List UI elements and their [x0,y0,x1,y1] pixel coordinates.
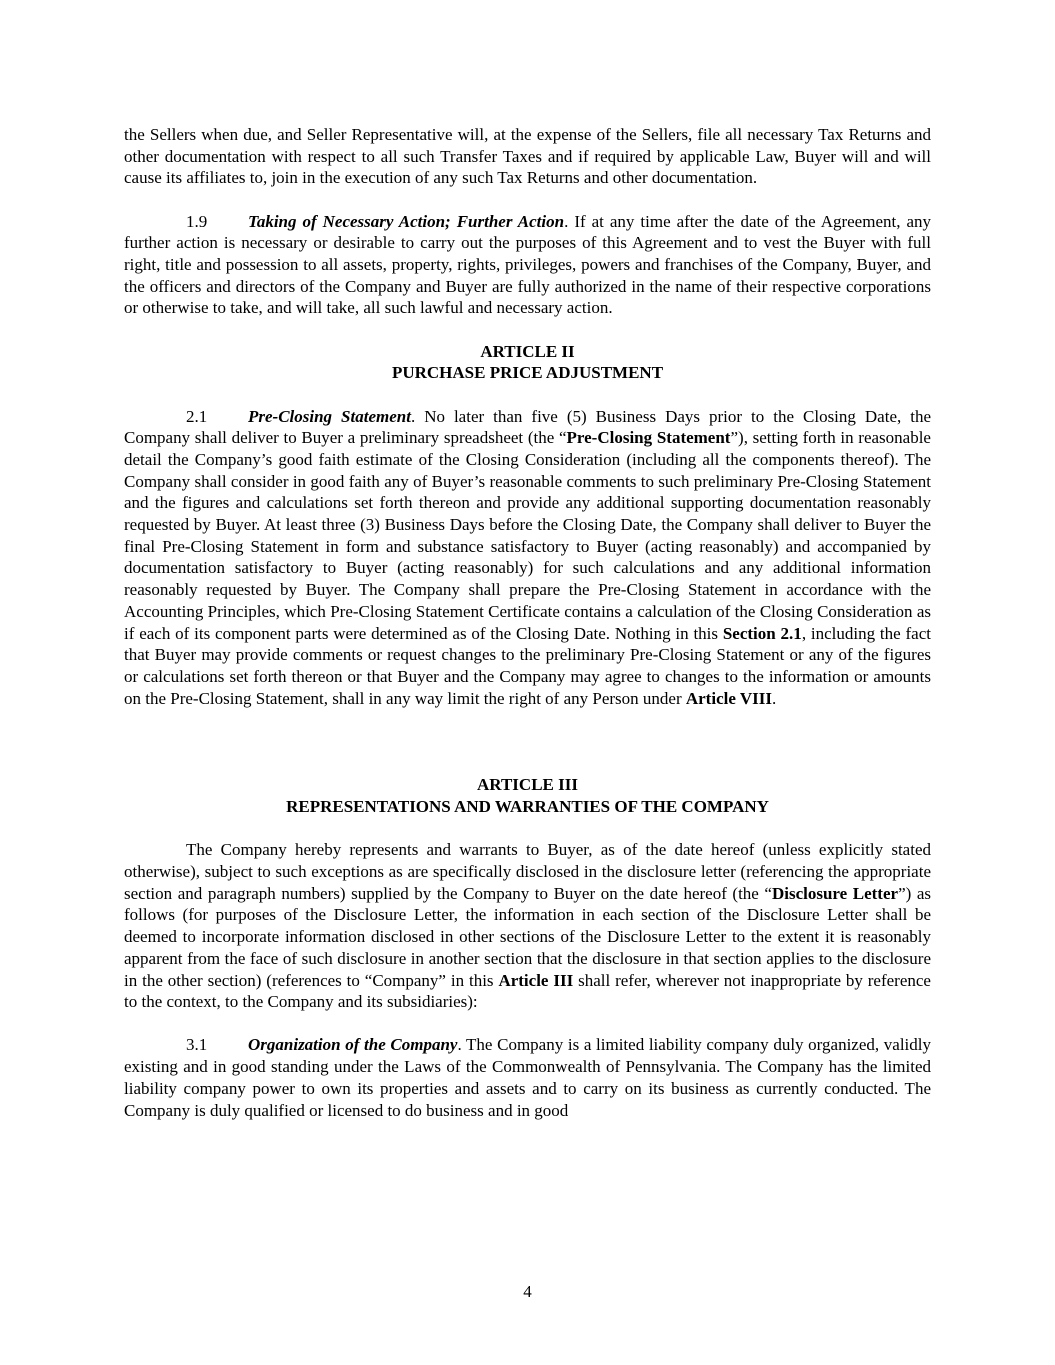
section-reference: Section 2.1 [722,623,802,643]
section-1-9-paragraph [124,211,931,320]
article-heading: ARTICLE II [480,341,575,361]
intro-text: The Company hereby represents and warrants to Buyer, as of the date hereof (unless explicitly stated otherwise), subject to such exceptions as are specifically disclosed in the disclosure letter (referencing the appropriate section and paragraph numbers) supplied by the Company to Buyer on the date hereof (the “ [124,840,931,903]
article-reference: Article III [498,970,574,990]
section-text: , including the fact that Buyer may provide comments or request changes to the preliminary Pre-Closing Statement or any of the figures or calculations set forth thereon or that Buyer and the Company may agree to changes to the information or amounts on the Pre-Closing Statement, shall in any way limit the right of any Person under [124,623,931,708]
section-2-1-paragraph [124,406,931,710]
section-text: . No later than five (5) Business Days prior to the Closing Date, the Company shall deliver to Buyer a preliminary spreadsheet (the “ [124,406,931,448]
section-number: 1.9 [186,211,208,231]
section-body: . The Company is a limited liability company duly organized, validly existing and in good standing under the Laws of the Commonwealth of Pennsylvania. The Company has the limited liability company power to own its properties and assets and to carry on its business as currently conducted. The Company is duly qualified or licensed to do business and in good [124,1035,931,1120]
article-2-heading-block [124,341,931,384]
article-subheading: REPRESENTATIONS AND WARRANTIES OF THE COMPANY [286,797,769,817]
section-text: . [771,688,777,708]
article-3-intro-paragraph [124,839,931,1013]
section-title: Organization of the Company [248,1035,458,1055]
page-number: 4 [523,1282,532,1301]
section-title: Taking of Necessary Action; Further Action [248,211,565,231]
defined-term: Disclosure Letter [771,883,899,903]
section-text: ”), setting forth in reasonable detail the Company’s good faith estimate of the Closing Consideration (including all the components thereof). The Company shall consider in good faith any of Buyer’s reasonable comments to such preliminary Pre-Closing Statement and the figures and calculations set forth thereon and provide any additional supporting documentation reasonably requested by Buyer. At least three (3) Business Days before the Closing Date, the Company shall deliver to Buyer the final Pre-Closing Statement in form and substance satisfactory to Buyer (acting reasonably) and accompanied by documentation satisfactory to Buyer (acting reasonably) for such calculations and any additional information reasonably requested by Buyer. The Company shall prepare the Pre-Closing Statement in accordance with the Accounting Principles, which Pre-Closing Statement Certificate contains a calculation of the Closing Consideration as if each of its component parts were determined as of the Closing Date. Nothing in this [124,428,931,643]
article-reference: Article VIII [685,688,772,708]
section-number: 2.1 [186,406,208,426]
article-3-heading-block [124,774,931,817]
document-page [124,124,931,1121]
carryover-paragraph: the Sellers when due, and Seller Representative will, at the expense of the Sellers, file all necessary Tax Returns and other documentation with respect to all such Transfer Taxes and if required by applicable Law, Buyer will and will cause its affiliates to, join in the execution of any such Tax Returns and other documentation. [124,125,931,188]
section-title: Pre-Closing Statement [248,406,411,426]
article-subheading: PURCHASE PRICE ADJUSTMENT [391,363,664,383]
article-heading: ARTICLE III [477,775,578,795]
section-number: 3.1 [186,1035,208,1055]
intro-text: shall refer, wherever not inappropriate by reference to the context, to the Company and its subsidiaries): [124,970,931,1012]
defined-term: Pre-Closing Statement [566,428,731,448]
section-body: . If at any time after the date of the Agreement, any further action is necessary or desirable to carry out the purposes of this Agreement and to vest the Buyer with full right, title and possession to all assets, property, rights, privileges, powers and franchises of the Company, Buyer, and the officers and directors of the Company and Buyer are fully authorized in the name of their respective corporations or otherwise to take, and will take, all such lawful and necessary action. [124,211,931,318]
intro-text: ”) as follows (for purposes of the Disclosure Letter, the information in each section of the Disclosure Letter shall be deemed to incorporate information disclosed in other sections of the Disclosure Letter to the extent it is reasonably apparent from the face of such disclosure in another section that the disclosure in that section applies to the disclosure in the other section) (references to “Company” in this [124,883,931,990]
section-3-1-paragraph [124,1034,931,1121]
